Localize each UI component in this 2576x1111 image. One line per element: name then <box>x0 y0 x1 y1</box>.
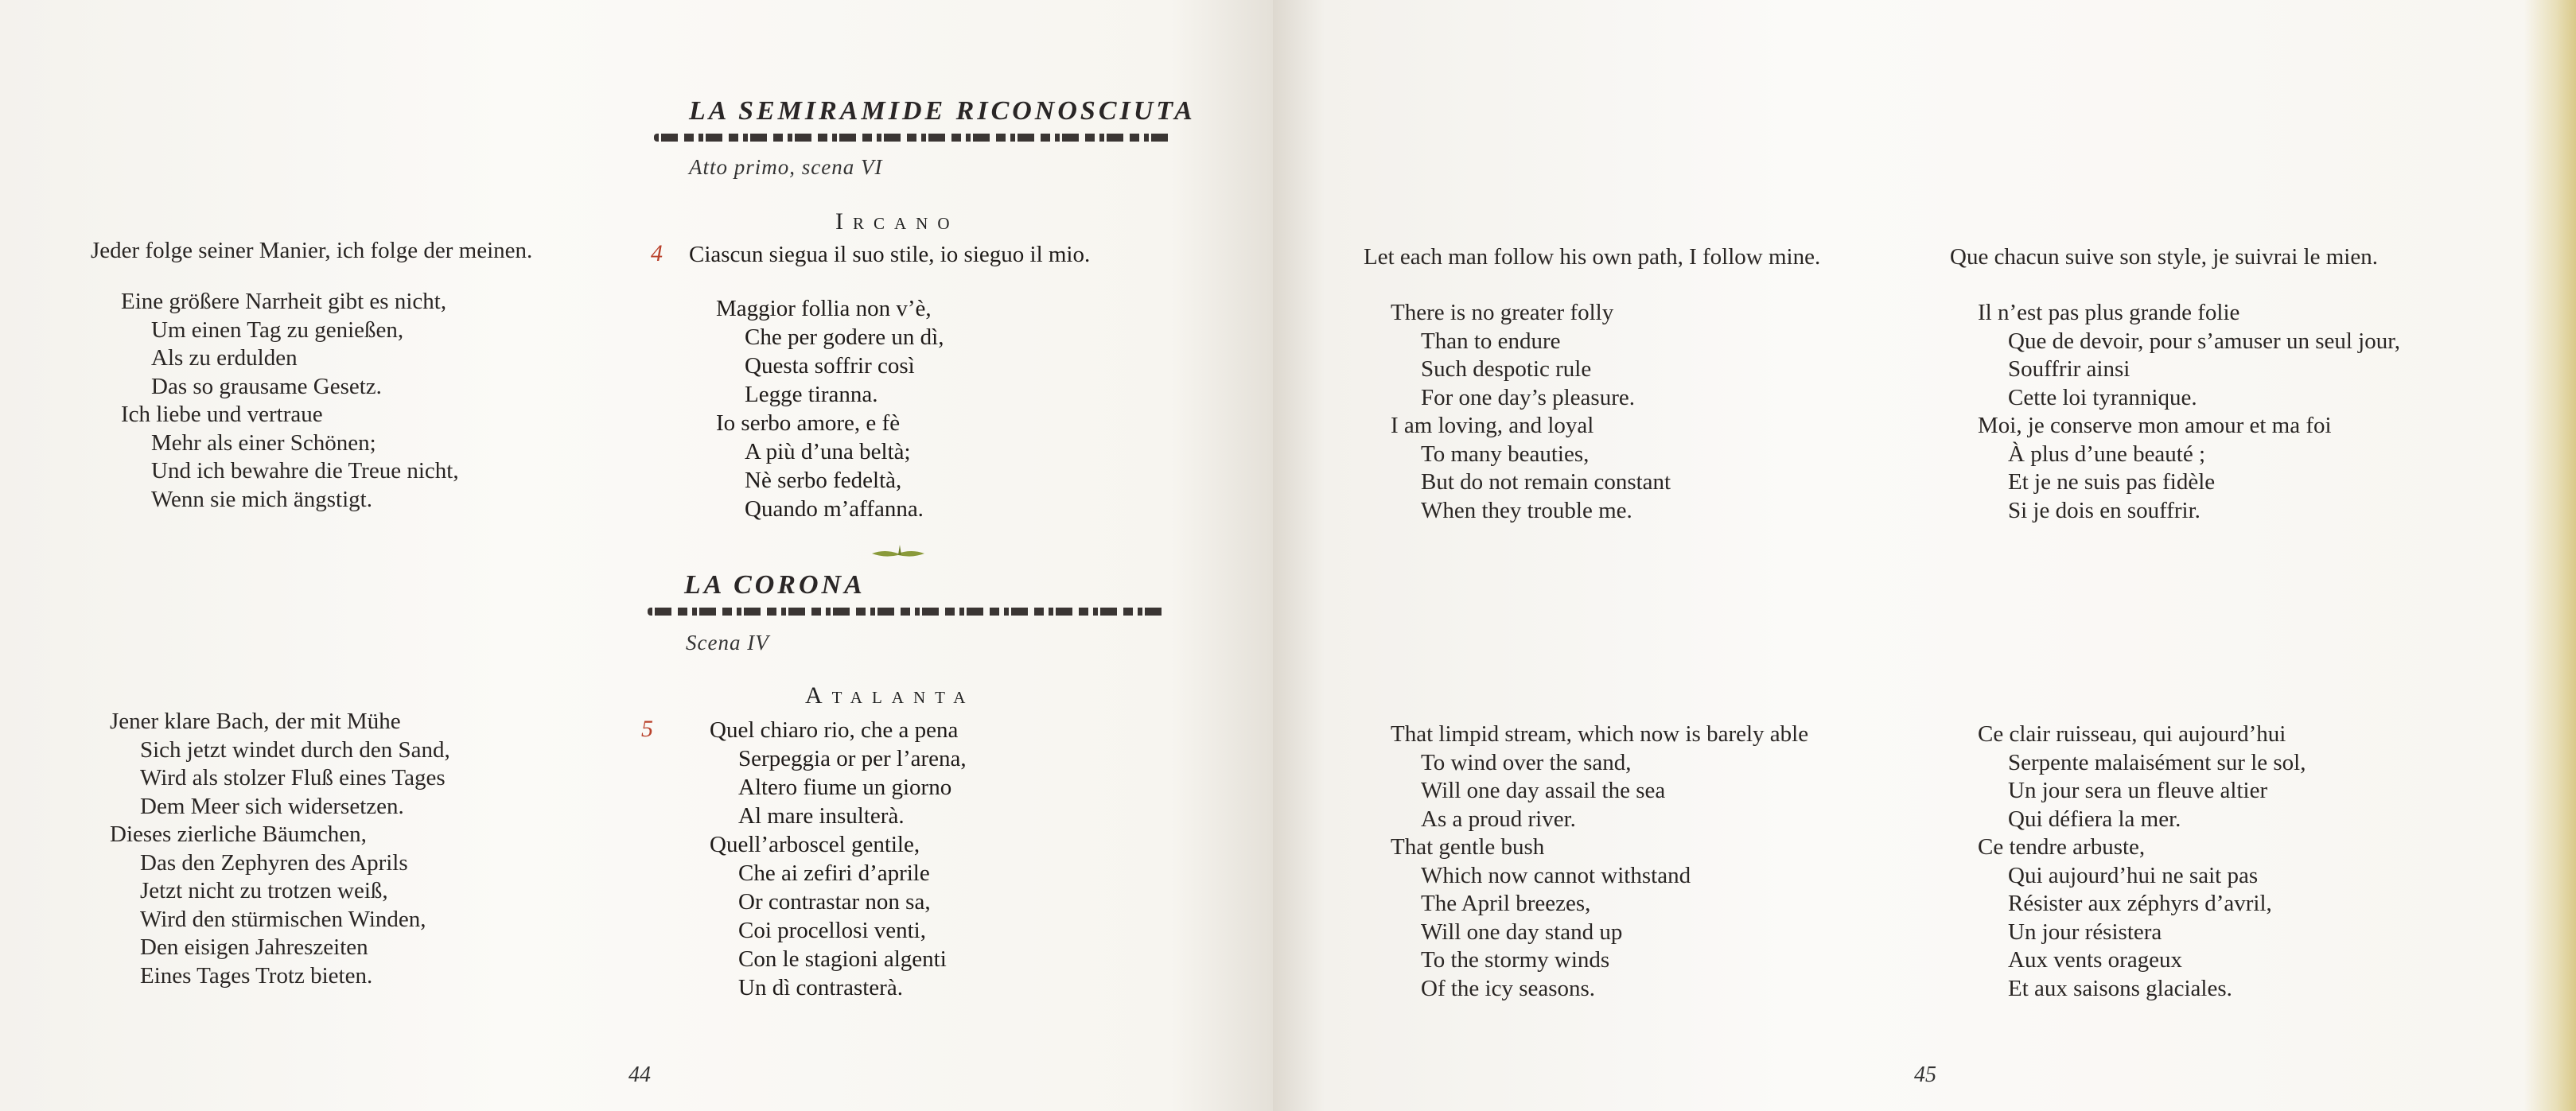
verse-line: Et aux saisons glaciales. <box>2008 975 2232 1001</box>
verse-line: For one day’s pleasure. <box>1421 384 1635 410</box>
verse-line: Un jour résistera <box>2008 919 2162 945</box>
verse-line: Such despotic rule <box>1421 356 1592 382</box>
character-name-atalanta: Atalanta <box>805 682 975 709</box>
page-number-right: 45 <box>1914 1062 1936 1087</box>
verse-line: Nè serbo fedeltà, <box>745 468 902 493</box>
verse-line: À plus d’une beauté ; <box>2008 441 2206 467</box>
verse-line: Und ich bewahre die Treue nicht, <box>151 458 459 484</box>
verse-line: Will one day assail the sea <box>1421 778 1666 803</box>
german-opening: Jeder folge seiner Manier, ich folge der meinen. <box>91 238 533 263</box>
verse-line: Als zu erdulden <box>151 345 298 371</box>
verse-line: Than to endure <box>1421 328 1561 354</box>
verse-line: Wird als stolzer Fluß eines Tages <box>140 765 446 791</box>
french-opening: Que chacun suive son style, je suivrai le mien. <box>1950 244 2378 270</box>
verse-line: Um einen Tag zu genießen, <box>151 317 404 343</box>
ornamental-rule <box>654 134 1171 142</box>
verse-line: Mehr als einer Schönen; <box>151 429 376 456</box>
verse-line: Legge tiranna. <box>745 382 878 407</box>
verse-line: Si je dois en souffrir. <box>2008 497 2200 523</box>
work-title-semiramide: LA SEMIRAMIDE RICONOSCIUTA <box>689 96 1196 126</box>
verse-line: Das so grausame Gesetz. <box>151 373 382 399</box>
verse-line: Résister aux zéphyrs d’avril, <box>2008 891 2272 916</box>
verse-line: Souffrir ainsi <box>2008 356 2130 382</box>
verse-line: Io serbo amore, e fè <box>716 410 901 436</box>
english-opening: Let each man follow his own path, I follow mine. <box>1364 244 1821 270</box>
character-name-ircano: Ircano <box>835 208 959 235</box>
aria-number-4: 4 <box>651 240 663 266</box>
verse-line: Maggior follia non v’è, <box>716 296 932 321</box>
verse-line: There is no greater folly <box>1391 300 1614 325</box>
german-stanza-2 <box>110 708 450 990</box>
verse-line: Eine größere Narrheit gibt es nicht, <box>121 289 447 314</box>
right-page <box>1273 0 2576 1111</box>
verse-line: Al mare insulterà. <box>738 803 905 829</box>
french-stanza-2 <box>1978 721 2306 1003</box>
verse-line: Coi procellosi venti, <box>738 918 926 943</box>
italian-stanza-1 <box>716 294 944 523</box>
verse-line: Jetzt nicht zu trotzen weiß, <box>140 878 388 903</box>
italian-opening: Ciascun siegua il suo stile, io sieguo il mio. <box>689 242 1091 267</box>
verse-line: Which now cannot withstand <box>1421 862 1691 888</box>
french-stanza-1 <box>1978 299 2400 525</box>
leaf-ornament-icon <box>870 542 926 560</box>
verse-line: Qui défiera la mer. <box>2008 806 2181 832</box>
verse-line: Che ai zefiri d’aprile <box>738 860 930 886</box>
left-page <box>0 0 1273 1111</box>
aria-number-5: 5 <box>641 716 653 742</box>
verse-line: Dem Meer sich widersetzen. <box>140 793 404 819</box>
verse-line: Aux vents orageux <box>2008 947 2183 973</box>
verse-line: Wenn sie mich ängstigt. <box>151 486 372 512</box>
verse-line: Ce clair ruisseau, qui aujourd’hui <box>1978 721 2286 747</box>
verse-line: Ich liebe und vertraue <box>121 402 323 427</box>
verse-line: When they trouble me. <box>1421 497 1632 523</box>
verse-line: Eines Tages Trotz bieten. <box>140 962 373 989</box>
scene-label-2: Scena IV <box>686 631 769 655</box>
verse-line: To wind over the sand, <box>1421 749 1632 775</box>
verse-line: Or contrastar non sa, <box>738 889 931 915</box>
verse-line: To the stormy winds <box>1421 947 1610 973</box>
verse-line: Altero fiume un giorno <box>738 775 952 800</box>
verse-line: Jener klare Bach, der mit Mühe <box>110 709 401 734</box>
verse-line: A più d’una beltà; <box>745 439 911 464</box>
work-title-corona: LA CORONA <box>684 570 866 600</box>
verse-line: Che per godere un dì, <box>745 324 944 350</box>
verse-line: I am loving, and loyal <box>1391 413 1594 438</box>
verse-line: Quando m’affanna. <box>745 496 924 522</box>
verse-line: Of the icy seasons. <box>1421 975 1596 1001</box>
verse-line: Et je ne suis pas fidèle <box>2008 469 2216 495</box>
verse-line: Serpeggia or per l’arena, <box>738 746 967 771</box>
scene-label-1: Atto primo, scena VI <box>689 155 883 179</box>
verse-line: Un dì contrasterà. <box>738 975 903 1000</box>
verse-line: Questa soffrir così <box>745 353 915 379</box>
verse-line: As a proud river. <box>1421 806 1576 832</box>
german-stanza-1 <box>121 288 459 514</box>
verse-line: Quel chiaro rio, che a pena <box>710 717 959 743</box>
verse-line: That limpid stream, which now is barely able <box>1391 721 1809 747</box>
verse-line: Con le stagioni algenti <box>738 946 947 972</box>
english-stanza-1 <box>1391 299 1671 525</box>
verse-line: Cette loi tyrannique. <box>2008 384 2197 410</box>
verse-line: The April breezes, <box>1421 891 1591 916</box>
verse-line: But do not remain constant <box>1421 469 1671 495</box>
italian-stanza-2 <box>710 716 967 1002</box>
verse-line: Ce tendre arbuste, <box>1978 834 2146 860</box>
english-stanza-2 <box>1391 721 1808 1003</box>
verse-line: Il n’est pas plus grande folie <box>1978 300 2240 325</box>
verse-line: Das den Zephyren des Aprils <box>140 849 408 876</box>
verse-line: Moi, je conserve mon amour et ma foi <box>1978 413 2332 438</box>
verse-line: Serpente malaisément sur le sol, <box>2008 749 2306 775</box>
page-number-left: 44 <box>628 1062 651 1087</box>
verse-line: Quell’arboscel gentile, <box>710 832 920 857</box>
ornamental-rule <box>648 608 1166 616</box>
verse-line: Qui aujourd’hui ne sait pas <box>2008 862 2259 888</box>
verse-line: Un jour sera un fleuve altier <box>2008 778 2268 803</box>
verse-line: Wird den stürmischen Winden, <box>140 906 426 932</box>
verse-line: Sich jetzt windet durch den Sand, <box>140 736 450 763</box>
verse-line: To many beauties, <box>1421 441 1590 467</box>
verse-line: Que de devoir, pour s’amuser un seul jour, <box>2008 328 2400 354</box>
verse-line: Will one day stand up <box>1421 919 1623 945</box>
verse-line: Dieses zierliche Bäumchen, <box>110 822 367 847</box>
verse-line: That gentle bush <box>1391 834 1545 860</box>
verse-line: Den eisigen Jahreszeiten <box>140 934 368 960</box>
